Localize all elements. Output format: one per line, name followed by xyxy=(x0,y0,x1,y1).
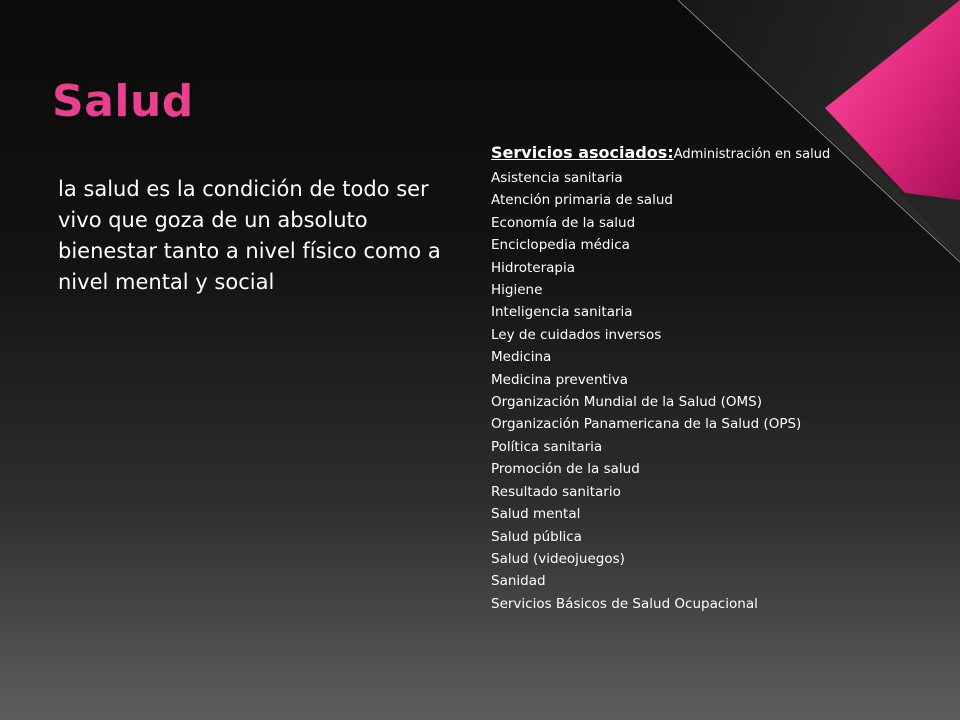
service-list-item: Enciclopedia médica xyxy=(491,237,630,254)
service-list-item: Economía de la salud xyxy=(491,214,636,231)
service-list-item: Resultado sanitario xyxy=(491,483,621,500)
service-list-item: Salud (videojuegos) xyxy=(491,550,625,567)
service-list-item: Sanidad xyxy=(491,573,546,590)
services-list xyxy=(491,167,931,615)
service-list-item: Atención primaria de salud xyxy=(491,192,673,209)
service-list-item: Política sanitaria xyxy=(491,438,603,455)
service-list-item: Asistencia sanitaria xyxy=(491,170,623,186)
service-list-item: Servicios Básicos de Salud Ocupacional xyxy=(491,595,758,612)
service-list-item: Medicina preventiva xyxy=(491,371,628,388)
services-first-item: Administración en salud xyxy=(673,147,831,162)
service-list-item: Hidroterapia xyxy=(491,259,575,276)
service-list-item: Salud pública xyxy=(491,528,582,545)
service-list-item: Inteligencia sanitaria xyxy=(491,304,633,321)
services-label: Servicios asociados: xyxy=(491,143,674,162)
service-list-item: Organización Panamericana de la Salud (OPS) xyxy=(491,416,802,433)
service-list-item: Promoción de la salud xyxy=(491,461,640,478)
service-list-item: Medicina xyxy=(491,349,552,366)
service-list-item: Ley de cuidados inversos xyxy=(491,326,662,343)
slide-title: Salud xyxy=(52,76,194,127)
services-list-block xyxy=(491,141,931,615)
service-list-item: Salud mental xyxy=(491,506,581,523)
service-list-item: Higiene xyxy=(491,282,543,299)
definition-paragraph: la salud es la condición de todo ser vivo que goza de un absoluto bienestar tanto a nivel físico como a nivel mental y social xyxy=(58,177,441,294)
service-list-item: Organización Mundial de la Salud (OMS) xyxy=(491,394,762,411)
services-heading xyxy=(491,141,931,167)
